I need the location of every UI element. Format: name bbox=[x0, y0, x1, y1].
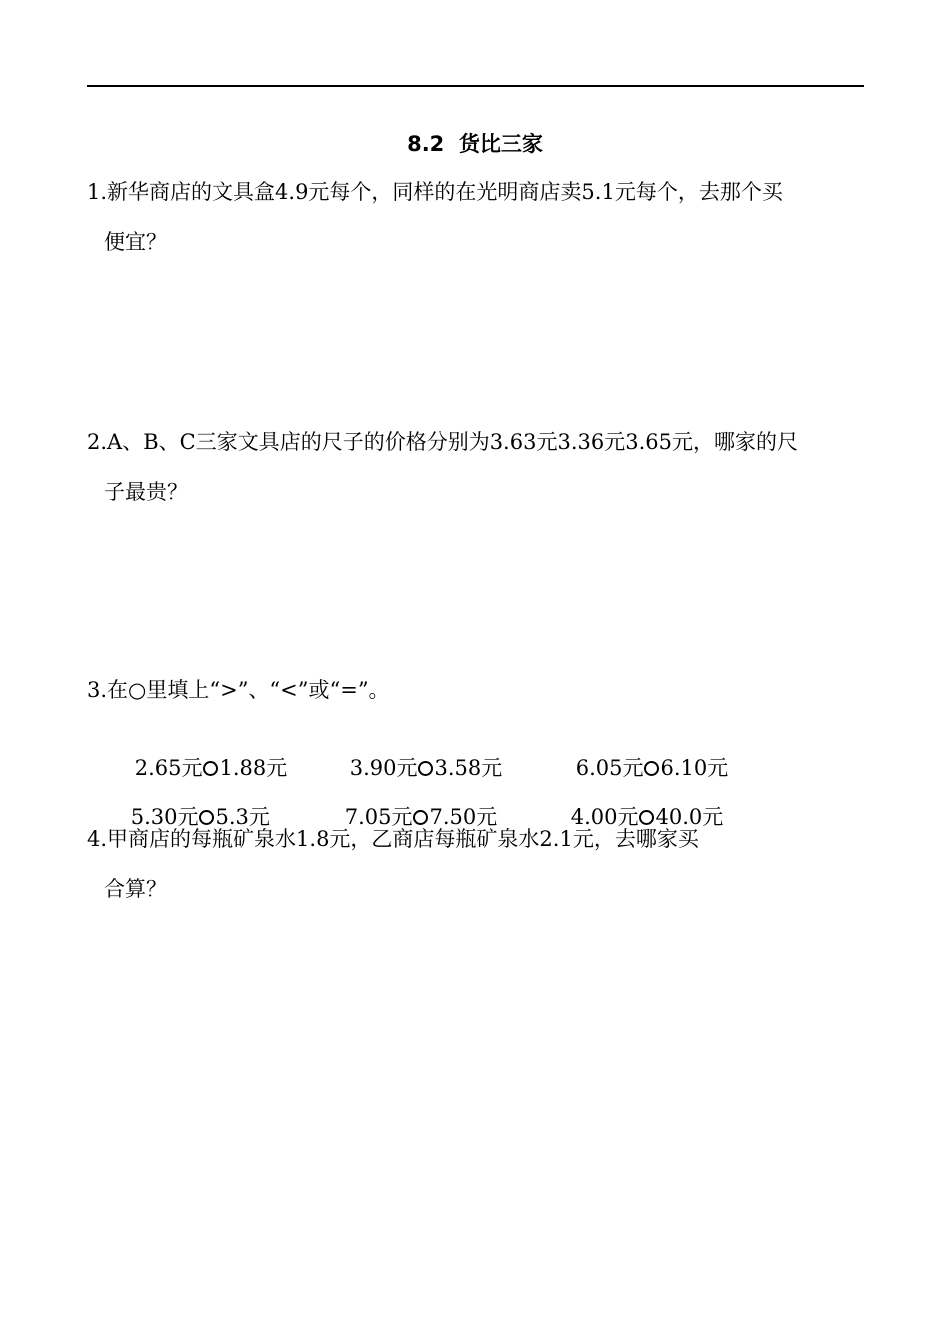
question-1-line-1: 1.新华商店的文具盒4.9元每个，同样的在光明商店卖5.1元每个，去那个买 bbox=[87, 180, 783, 204]
blank-circle[interactable] bbox=[199, 810, 214, 825]
question-4-line-2: 合算？ bbox=[104, 877, 167, 901]
comparison-left: 2.65元 bbox=[134, 756, 203, 780]
question-2-line-1: 2.A、B、C三家文具店的尺子的价格分别为3.63元3.36元3.65元，哪家的尺 bbox=[87, 430, 798, 454]
comparison-left: 5.30元 bbox=[130, 805, 199, 829]
comparison-left: 4.00元 bbox=[570, 805, 639, 829]
blank-circle[interactable] bbox=[639, 810, 654, 825]
comparison-left: 6.05元 bbox=[575, 756, 644, 780]
blank-circle[interactable] bbox=[413, 810, 428, 825]
comparison-right: 1.88元 bbox=[219, 756, 288, 780]
comparison-right: 7.50元 bbox=[429, 805, 498, 829]
header-rule bbox=[87, 85, 864, 87]
comparison-right: 40.0元 bbox=[655, 805, 724, 829]
question-2-line-2: 子最贵？ bbox=[104, 480, 188, 504]
comparison-right: 5.3元 bbox=[215, 805, 270, 829]
question-3-prompt: 3.在○里填上“>”、“<”或“=”。 bbox=[87, 678, 390, 702]
comparison-right: 3.58元 bbox=[434, 756, 503, 780]
comparison-left: 3.90元 bbox=[349, 756, 418, 780]
page-title: 8.2 货比三家 bbox=[407, 132, 543, 156]
blank-circle[interactable] bbox=[418, 761, 433, 776]
blank-circle[interactable] bbox=[203, 761, 218, 776]
comparison-left: 7.05元 bbox=[344, 805, 413, 829]
blank-circle[interactable] bbox=[644, 761, 659, 776]
question-4-line-1: 4.甲商店的每瓶矿泉水1.8元，乙商店每瓶矿泉水2.1元，去哪家买 bbox=[87, 827, 699, 851]
question-1-line-2: 便宜？ bbox=[104, 230, 167, 254]
comparison-right: 6.10元 bbox=[660, 756, 729, 780]
